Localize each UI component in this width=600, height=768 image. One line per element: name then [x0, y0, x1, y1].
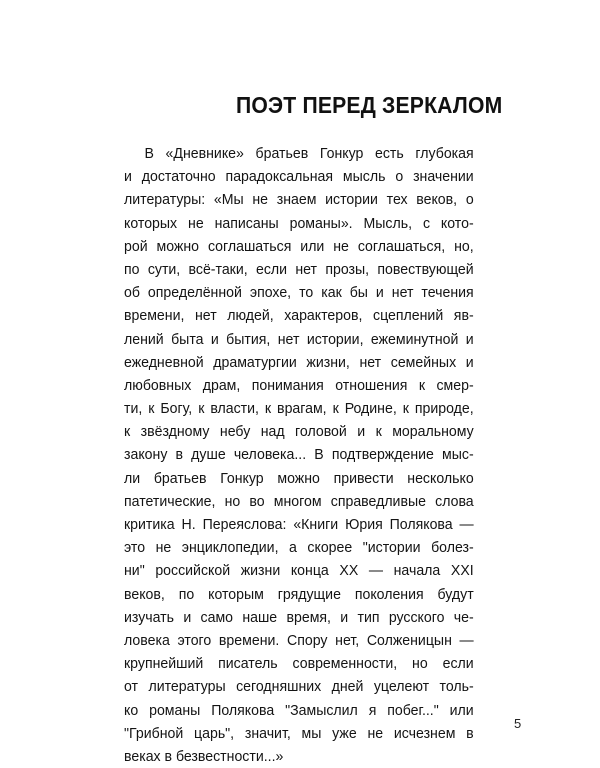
text-line: "Грибной царь", значит, мы уже не исчезнем в — [124, 724, 474, 742]
text-line: ни" российской жизни конца XX — начала XXI — [124, 562, 474, 580]
text-line: ловека этого времени. Спору нет, Солженицын — — [124, 631, 474, 649]
text-line: по сути, всё-таки, если нет прозы, повествующей — [124, 260, 474, 278]
text-line: времени, нет людей, характеров, сцеплений яв- — [124, 307, 474, 325]
text-line: и достаточно парадоксальная мысль о значении — [124, 168, 474, 186]
text-line: ежедневной драматургии жизни, нет семейных и — [124, 353, 474, 371]
text-line: ко романы Полякова "Замыслил я побег..." или — [124, 701, 474, 719]
text-line: об определённой эпохе, то как бы и нет течения — [124, 284, 474, 302]
text-line: это не энциклопедии, а скорее "истории болез- — [124, 539, 474, 557]
text-line: ли братьев Гонкур можно привести несколько — [124, 469, 474, 487]
chapter-title: ПОЭТ ПЕРЕД ЗЕРКАЛОМ — [236, 92, 503, 118]
text-line: веках в безвестности...» — [124, 747, 284, 765]
text-line: веков, по которым грядущие поколения будут — [124, 585, 474, 603]
body-text — [124, 142, 474, 768]
text-line: лений быта и бытия, нет истории, ежеминутной и — [124, 330, 474, 348]
text-line: к звёздному небу над головой и к моральному — [124, 423, 474, 441]
text-line: критика Н. Переяслова: «Книги Юрия Полякова — — [124, 516, 474, 533]
text-line: от литературы сегодняшних дней уцелеют толь- — [124, 678, 474, 696]
text-line: В «Дневнике» братьев Гонкур есть глубокая — [144, 145, 474, 162]
text-line: закону в душе человека... В подтверждение мыс- — [124, 446, 474, 464]
text-line: которых не написаны романы». Мысль, с кото- — [124, 214, 474, 232]
text-line: ти, к Богу, к власти, к врагам, к Родине, к природе, — [124, 400, 474, 418]
text-line: литературы: «Мы не знаем истории тех веков, о — [124, 191, 474, 209]
text-line: патетические, но во многом справедливые слова — [124, 492, 474, 510]
text-line: изучать и само наше время, и тип русского че- — [124, 608, 474, 626]
page-number: 5 — [514, 716, 522, 731]
text-line: рой можно соглашаться или не соглашаться, но, — [124, 237, 474, 255]
text-line: крупнейший писатель современности, но если — [124, 655, 474, 673]
text-line: любовных драм, понимания отношения к смер- — [124, 376, 474, 394]
